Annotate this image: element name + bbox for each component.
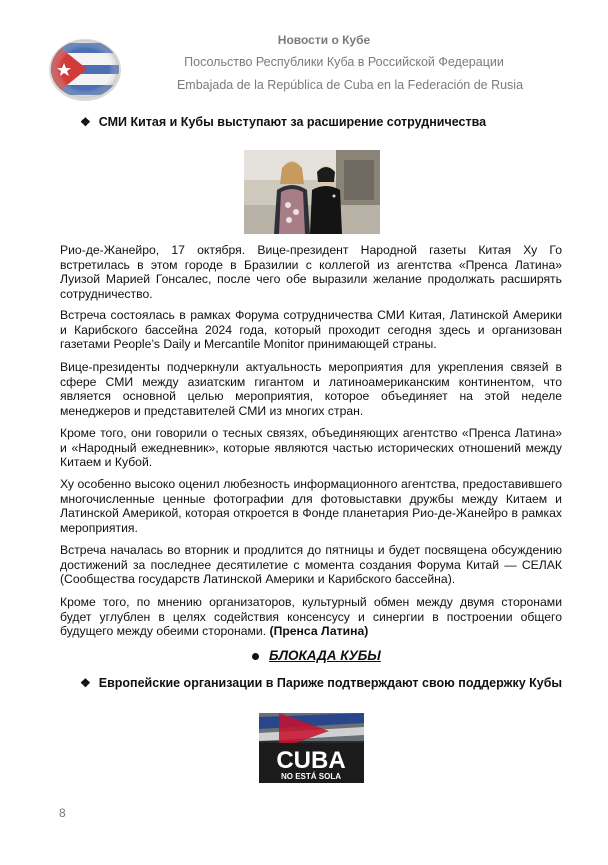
article-source: (Пренса Латина): [269, 624, 369, 639]
article-paragraph: Встреча началась во вторник и продлится до пятницы и будет посвящена обсуждению достижений за последнее десятилетие с момента создания Форума Китай — СЕЛАК (Сообщества государств Латинской Америки и Карибского бассейна).: [60, 543, 562, 587]
section-heading-text: БЛОКАДА КУБЫ: [269, 648, 381, 663]
article-title: [80, 676, 562, 690]
article-paragraph: Встреча состоялась в рамках Форума сотрудничества СМИ Китая, Латинской Америки и Карибского бассейна 2024 года, который проходит сегодня здесь и организован газетами People’s Daily и Mercantile Monitor принимающей страны.: [60, 308, 562, 352]
article-title-text: Европейские организации в Париже подтверждают свою поддержку Кубы: [98, 676, 563, 690]
page-number: 8: [59, 806, 66, 820]
diamond-bullet-icon: ❖: [80, 115, 91, 129]
article-title: [80, 115, 486, 129]
header-embassy-es: Embajada de la República de Cuba en la Federación de Rusia: [176, 78, 524, 92]
article-paragraph: Вице-президенты подчеркнули актуальность мероприятия для укрепления связей в сфере СМИ между азиатским гигантом и латиноамериканским континентом, что является основной целью мероприятия, которое объединяет на этой неделе менеджеров и представителей СМИ из многих стран.: [60, 360, 562, 418]
article-paragraph: Ху особенно высоко оценил любезность информационного агентства, предоставившего многочисленные ценные фотографии для фотовыставки дружбы между Китаем и Латинской Америкой, которая откроется в Фонде планетария Рио-де-Жанейро в рамках мероприятия.: [60, 477, 562, 535]
article-paragraph-last: [60, 595, 562, 639]
header-embassy-ru: Посольство Республики Куба в Российской Федерации: [184, 55, 504, 69]
cuba-solidarity-image: [259, 713, 364, 783]
article-paragraph-text: Кроме того, по мнению организаторов, культурный обмен между двумя сторонами будет углублен в целях содействия консенсусу и синергии в построении общего будущего между обеими сторонами.: [60, 595, 562, 639]
cuba-tagline: NO ESTÁ SOLA: [280, 772, 342, 781]
cuba-word: CUBA: [276, 747, 346, 774]
header-title: Новости о Кубе: [277, 33, 371, 47]
article-paragraph: Рио-де-Жанейро, 17 октября. Вице-президент Народной газеты Китая Ху Го встретилась в этом городе в Бразилии с коллегой из агентства «Пренса Латина» Луизой Марией Гонсалес, после чего обе выразили желание продолжать расширять сотрудничество.: [60, 243, 562, 301]
bullet-dot-icon: [252, 653, 259, 660]
article-paragraph: Кроме того, они говорили о тесных связях, объединяющих агентство «Пренса Латина» и «Народный ежедневник», которые являются частью исторических отношений между Китаем и Кубой.: [60, 426, 562, 470]
article-photo: [244, 150, 380, 234]
diamond-bullet-icon: ❖: [80, 676, 91, 690]
section-heading: [252, 648, 381, 663]
article-title-text: СМИ Китая и Кубы выступают за расширение сотрудничества: [98, 115, 487, 129]
